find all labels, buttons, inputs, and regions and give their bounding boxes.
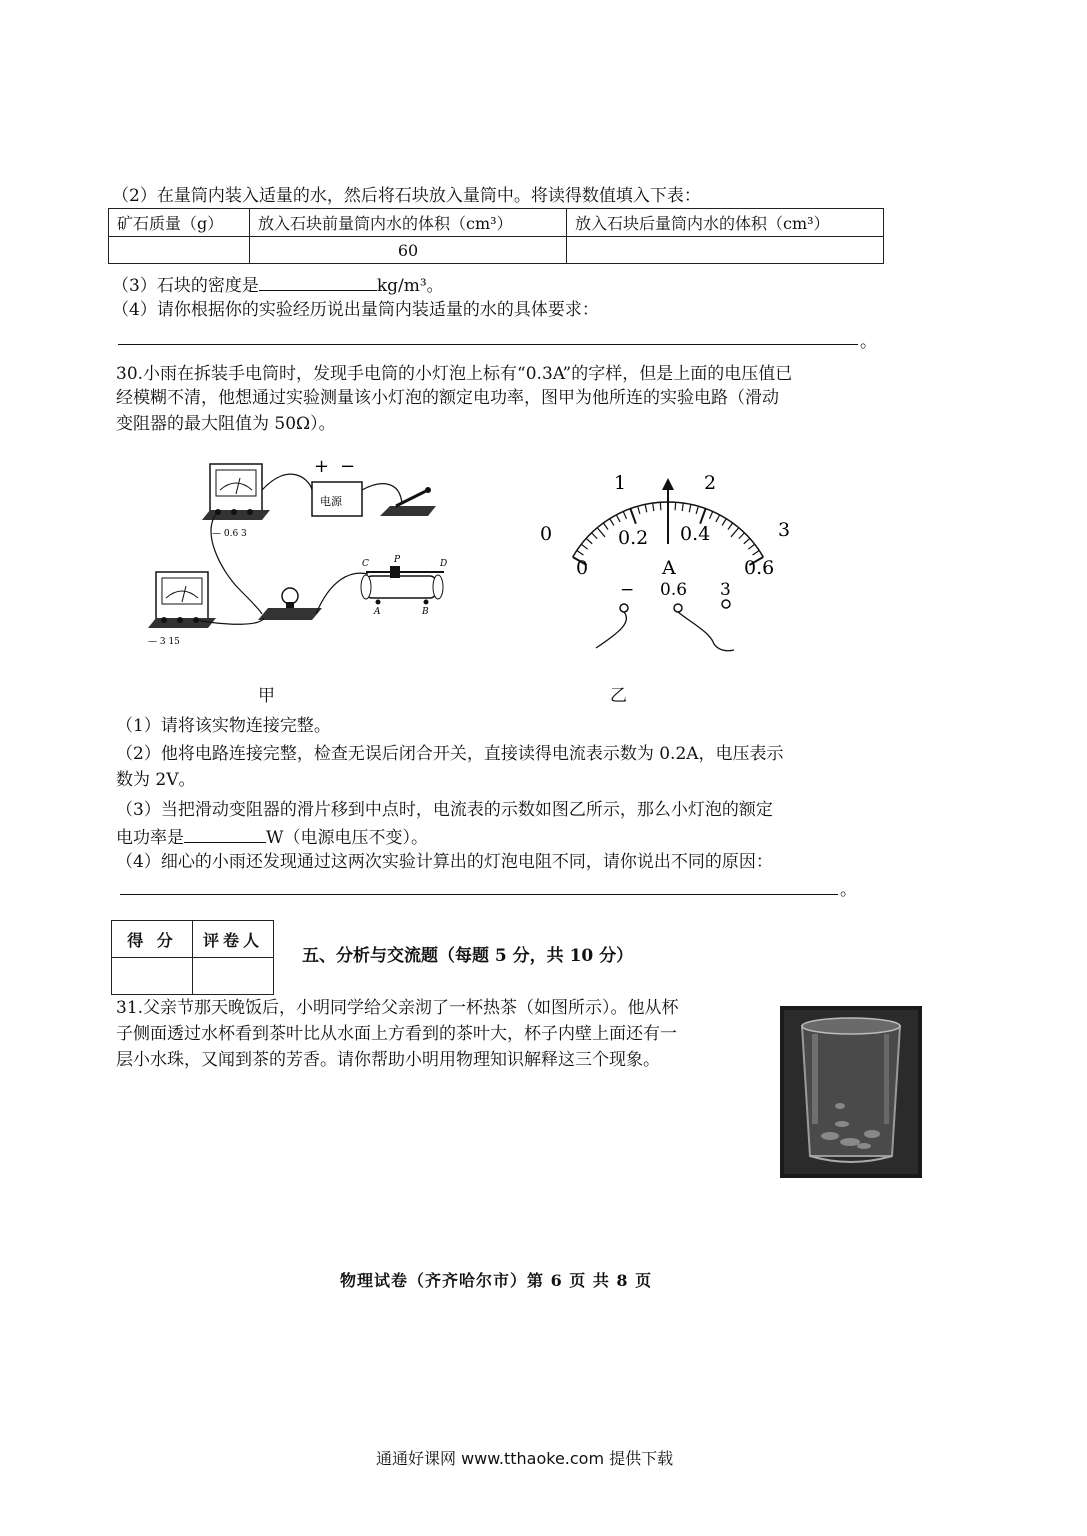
- dial-tick: [638, 506, 640, 514]
- rheostat-label-b: B: [422, 607, 429, 617]
- dial-tick: [731, 528, 739, 537]
- dial-pointer: [662, 478, 674, 544]
- dial-inner-label-0: 0: [576, 557, 589, 579]
- q30-line2: 经模糊不清，他想通过实验测量该小灯泡的额定电功率，图甲为他所连的实验电路（滑动: [116, 388, 779, 408]
- table-header-before: 放入石块前量筒内水的体积（cm³）: [250, 209, 567, 237]
- q30-item1: （1）请将该实物连接完整。: [116, 716, 331, 736]
- q29-item3: [112, 272, 444, 298]
- dial-tick: [675, 502, 676, 510]
- dial-outer-label-0: 0: [540, 523, 553, 545]
- q30-item3b-prefix: 电功率是: [116, 828, 184, 848]
- q30-item4-end: 。: [840, 880, 857, 900]
- dial-tick: [592, 533, 598, 539]
- density-answer-blank[interactable]: [259, 272, 377, 291]
- dial-tick: [653, 503, 654, 511]
- lamp-icon: [258, 588, 322, 620]
- rheostat-label-d: D: [440, 559, 448, 569]
- dial-tick: [623, 512, 626, 519]
- score-header: 得 分: [112, 921, 193, 958]
- q30-answer-line[interactable]: [120, 894, 838, 895]
- dial-tick: [744, 538, 750, 543]
- dial-tick: [722, 519, 726, 526]
- ammeter-terminal-labels: — 0.6 3: [212, 529, 247, 539]
- dial-wires: [596, 612, 734, 651]
- dial-unit-label: A: [662, 557, 676, 579]
- dial-tick: [682, 503, 683, 511]
- grader-cell[interactable]: [193, 958, 274, 995]
- q29-item2: （2）在量筒内装入适量的水，然后将石块放入量筒中。将读得数值填入下表：: [112, 186, 701, 206]
- q29-answer-line[interactable]: [118, 344, 858, 345]
- dial-tick: [630, 509, 635, 524]
- q30-line1: 30.小雨在拆装手电筒时，发现手电筒的小灯泡上标有“0.3A”的字样，但是上面的电压值已: [116, 364, 793, 384]
- q29-item4-end: 。: [860, 332, 877, 352]
- grader-header: 评卷人: [193, 921, 274, 958]
- table-header-after: 放入石块后量筒内水的体积（cm³）: [567, 209, 884, 237]
- score-cell[interactable]: [112, 958, 193, 995]
- dial-tick: [716, 515, 720, 522]
- figure-jia-caption: 甲: [258, 686, 275, 706]
- dial-outer-label-3: 3: [778, 519, 791, 541]
- q31-line2: 子侧面透过水杯看到茶叶比从水面上方看到的茶叶大，杯子内壁上面还有一: [116, 1024, 677, 1044]
- dial-tick: [603, 523, 608, 529]
- q30-item4: （4）细心的小雨还发现通过这两次实验计算出的灯泡电阻不同，请你说出不同的原因：: [116, 852, 773, 872]
- dial-tick: [739, 533, 745, 539]
- voltmeter-terminal-labels: — 3 15: [148, 637, 180, 647]
- q31-line3: 层小水珠，又闻到茶的芳香。请你帮助小明用物理知识解释这三个现象。: [116, 1050, 660, 1070]
- battery-plus: +: [314, 456, 330, 477]
- q29-item3-prefix: （3）石块的密度是: [112, 276, 259, 296]
- q31-line1: 31.父亲节那天晚饭后，小明同学给父亲沏了一杯热茶（如图所示）。他从杯: [116, 998, 679, 1018]
- dial-inner-label-0-4: 0.4: [680, 523, 711, 545]
- table-header-row: [109, 209, 884, 237]
- dial-tick: [581, 544, 587, 549]
- dial-tick: [616, 515, 620, 522]
- rheostat-label-a: A: [374, 607, 381, 617]
- q30-item3b: [116, 824, 428, 850]
- dial-tick: [645, 504, 647, 512]
- dial-tick: [577, 550, 584, 554]
- power-answer-blank[interactable]: [184, 824, 266, 843]
- measurement-table: [108, 208, 884, 264]
- table-cell-mass: [109, 237, 250, 264]
- dial-tick: [748, 544, 754, 549]
- ammeter-icon: [202, 464, 270, 520]
- dial-tick: [610, 519, 614, 526]
- figure-yi-caption: 乙: [610, 686, 627, 706]
- voltmeter-icon: [148, 572, 216, 628]
- rheostat-label-c: C: [362, 559, 369, 569]
- dial-tick: [597, 528, 605, 537]
- tea-cup-photo: [780, 1006, 922, 1178]
- score-table: [111, 920, 274, 995]
- rheostat-icon: [361, 566, 444, 605]
- dial-inner-label-0-2: 0.2: [618, 527, 649, 549]
- q30-item2a: （2）他将电路连接完整，检查无误后闭合开关，直接读得电流表示数为 0.2A，电压表示: [116, 744, 784, 764]
- battery-minus: −: [340, 456, 356, 477]
- battery-label: 电源: [320, 495, 342, 508]
- section5-title: 五、分析与交流题（每题 5 分，共 10 分）: [302, 946, 634, 966]
- q30-line3: 变阻器的最大阻值为 50Ω）。: [116, 414, 336, 434]
- dial-terminal-minus-label: −: [620, 580, 635, 600]
- q29-item3-unit: kg/m³。: [376, 276, 444, 296]
- dial-tick: [586, 538, 592, 543]
- dial-outer-label-1: 1: [614, 472, 627, 494]
- dial-tick: [689, 504, 691, 512]
- q29-item4: （4）请你根据你的实验经历说出量筒内装适量的水的具体要求：: [112, 300, 599, 320]
- dial-terminal-3-label: 3: [720, 580, 731, 600]
- dial-tick: [660, 502, 661, 510]
- table-cell-before: 60: [250, 237, 567, 264]
- circuit-figure: [140, 450, 470, 660]
- dial-terminals: [620, 600, 730, 612]
- dial-tick: [696, 506, 698, 514]
- rheostat-label-p: P: [394, 555, 401, 565]
- switch-icon: [380, 487, 436, 516]
- dial-outer-label-2: 2: [704, 472, 717, 494]
- ammeter-dial: [530, 462, 810, 662]
- q30-item3a: （3）当把滑动变阻器的滑片移到中点时，电流表的示数如图乙所示，那么小灯泡的额定: [116, 800, 773, 820]
- page-footer: 物理试卷（齐齐哈尔市）第 6 页 共 8 页: [340, 1271, 653, 1290]
- dial-tick: [709, 512, 712, 519]
- q30-item3b-suffix: W（电源电压不变）。: [266, 828, 428, 848]
- dial-terminal-0-6-label: 0.6: [660, 580, 688, 600]
- dial-tick: [753, 550, 760, 554]
- dial-tick: [700, 509, 705, 524]
- dial-tick: [728, 523, 733, 529]
- download-credit: 通通好课网 www.tthaoke.com 提供下载: [376, 1449, 674, 1468]
- table-row: [109, 237, 884, 264]
- q30-item2b: 数为 2V。: [116, 770, 196, 790]
- table-cell-after: [567, 237, 884, 264]
- table-header-mass: 矿石质量（g）: [109, 209, 250, 237]
- dial-inner-label-0-6: 0.6: [744, 557, 775, 579]
